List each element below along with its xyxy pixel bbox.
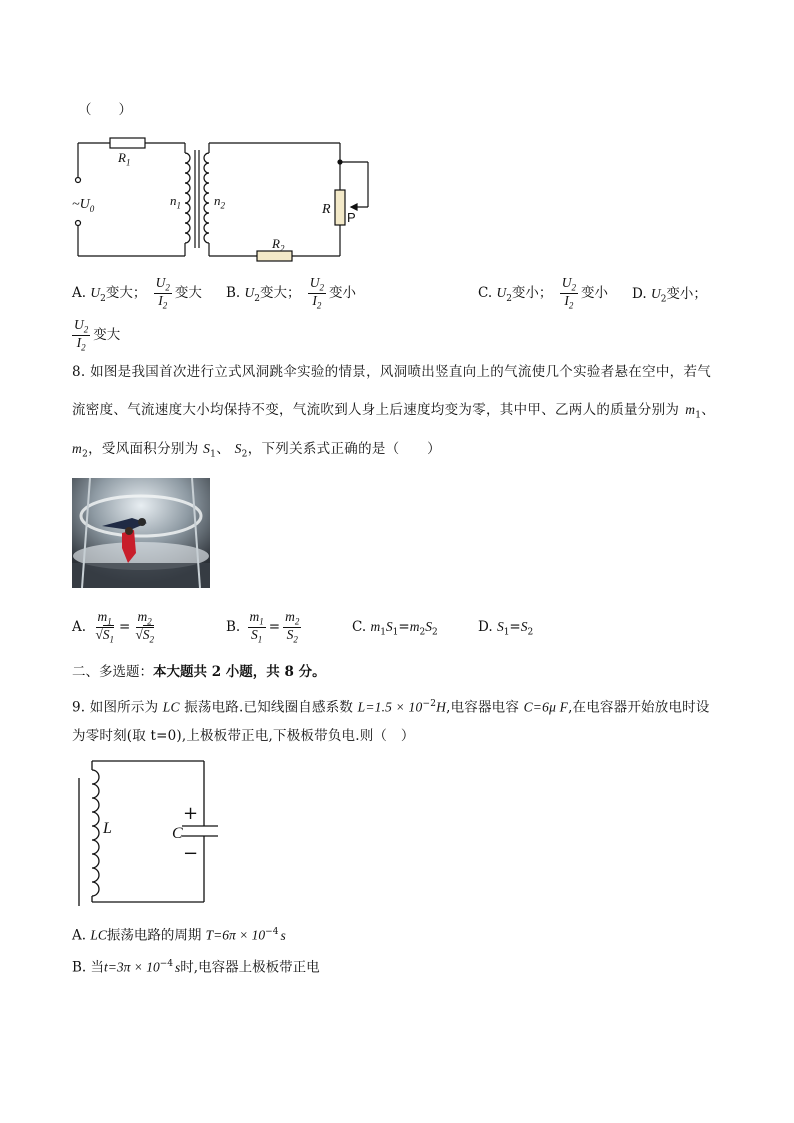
label-n1: $n_1$ [170, 193, 181, 211]
q8-option-c[interactable]: C. $m_1S_1=m_2S_2$ [352, 619, 438, 638]
rheostat-r [335, 190, 345, 225]
q8-option-b[interactable]: B. $\frac{m_1}{S_1}$ = $\frac{m_2}{S_2}$ [226, 609, 300, 645]
label-r: R [322, 202, 331, 217]
label-inductor-l: L [103, 820, 112, 837]
resistor-r1 [110, 138, 145, 148]
label-n2: $n_2$ [214, 193, 225, 211]
primary-coil [185, 153, 190, 243]
transformer-circuit-diagram [70, 128, 390, 268]
label-minus: − [183, 843, 199, 864]
q7-option-d-fraction: $\frac{U_2}{I_2}$ 变大 [74, 317, 121, 353]
q8-stem-line-3: $m_2$，受风面积分别为 $S_1$、 $S_2$，下列关系式正确的是（ ） [72, 441, 441, 460]
question-7-blank: （ ） [78, 102, 132, 118]
q8-stem-line-1: 8. 如图是我国首次进行立式风洞跳伞实验的情景，风洞喷出竖直向上的气流使几个实验者悬在空中，若气 [72, 364, 712, 380]
secondary-coil [204, 153, 209, 243]
label-r1: $R_1$ [118, 150, 131, 168]
q9-option-b[interactable]: B. 当$t=3\pi \times 10^{-4}$ s时,电容器上极板带正电 [72, 959, 320, 976]
label-capacitor-c: C [172, 825, 183, 842]
label-r2: $R_2$ [272, 236, 285, 254]
section-2-heading: 二、多选题：本大题共 2 小题，共 8 分。 [72, 664, 326, 680]
q8-option-d[interactable]: D. $S_1=S_2$ [478, 619, 534, 638]
lc-circuit-diagram [72, 756, 222, 908]
q8-stem-line-2: 流密度、气流速度大小均保持不变，气流吹到人身上后速度均变为零，其中甲、乙两人的质量分别为 $m_1$、 [72, 402, 716, 421]
label-p: P [347, 210, 356, 225]
label-u0: $\sim U_0$ [72, 197, 95, 214]
q7-option-c[interactable]: C. $U_2$变小； $\frac{U_2}{I_2}$ 变小 [478, 275, 608, 311]
label-plus: + [183, 803, 199, 824]
q7-option-d[interactable]: D. $U_2$变小； [632, 286, 707, 305]
q7-option-b[interactable]: B. $U_2$变大； $\frac{U_2}{I_2}$ 变小 [226, 275, 357, 311]
q8-option-a[interactable]: A. $\frac{m_1}{√S_1}$ = $\frac{m_2}{√S_2}$ [72, 609, 154, 645]
q7-option-a[interactable]: A. $U_2$变大； $\frac{U_2}{I_2}$ 变大 [72, 275, 202, 311]
q9-option-a[interactable]: A. LC振荡电路的周期 $T=6\pi \times 10^{-4}$ s [72, 927, 286, 944]
inductor-coil [92, 770, 99, 896]
q9-stem-line-1: 9. 如图所示为 LC 振荡电路.已知线圈自感系数 $L=1.5 \times 10^{-2}H$,电容器电容 C=6μ F,在电容器开始放电时设 [72, 699, 710, 716]
wind-tunnel-photo [72, 478, 210, 588]
q9-stem-line-2: 为零时刻(取 t=0),上极板带正电,下极板带负电.则（ ） [72, 728, 415, 744]
